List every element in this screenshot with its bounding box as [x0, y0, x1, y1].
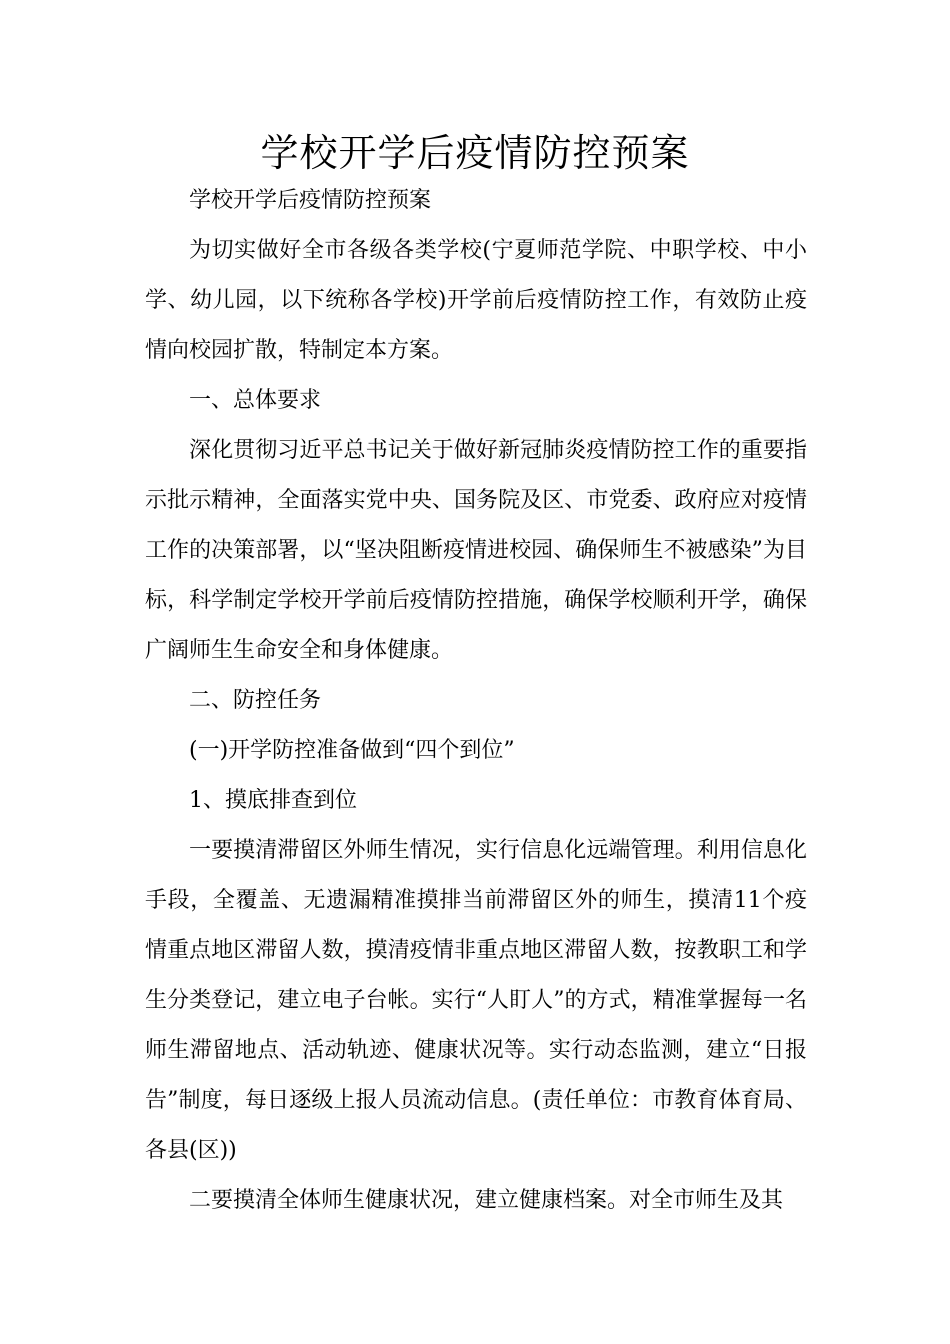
item-heading-investigation: 1、摸底排查到位 — [189, 788, 357, 813]
investigation-paragraph-1: 一要摸清滞留区外师生情况，实行信息化远端管理。利用信息化手段，全覆盖、无遗漏精准摸排当前滞留区外的师生，摸清11个疫情重点地区滞留人数，摸清疫情非重点地区滞留人数，按教职工和学生分类登记，建立电子台帐。实行“人盯人”的方式，精准掌握每一名师生滞留地点、活动轨迹、健康状况等。实行动态监测，建立“日报告”制度，每日逐级上报人员流动信息。(责任单位：市教育体育局、各县(区)) — [145, 838, 807, 1163]
general-requirements-paragraph: 深化贯彻习近平总书记关于做好新冠肺炎疫情防控工作的重要指示批示精神，全面落实党中央、国务院及区、市党委、政府应对疫情工作的决策部署，以“坚决阻断疫情进校园、确保师生不被感染”为目标，科学制定学校开学前后疫情防控措施，确保学校顺利开学，确保广阔师生生命安全和身体健康。 — [145, 438, 807, 663]
document-title: 学校开学后疫情防控预案 — [260, 131, 690, 175]
section-heading-prevention-tasks: 二、防控任务 — [189, 688, 322, 713]
intro-paragraph: 为切实做好全市各级各类学校(宁夏师范学院、中职学校、中小学、幼儿园，以下统称各学校)开学前后疫情防控工作，有效防止疫情向校园扩散，特制定本方案。 — [145, 238, 807, 363]
document-body — [145, 176, 807, 1226]
subsection-heading-four-in-place: (一)开学防控准备做到“四个到位” — [189, 738, 515, 763]
section-heading-general-requirements: 一、总体要求 — [189, 388, 322, 413]
subtitle-paragraph: 学校开学后疫情防控预案 — [189, 188, 432, 213]
investigation-paragraph-2: 二要摸清全体师生健康状况，建立健康档案。对全市师生及其 — [189, 1188, 784, 1213]
